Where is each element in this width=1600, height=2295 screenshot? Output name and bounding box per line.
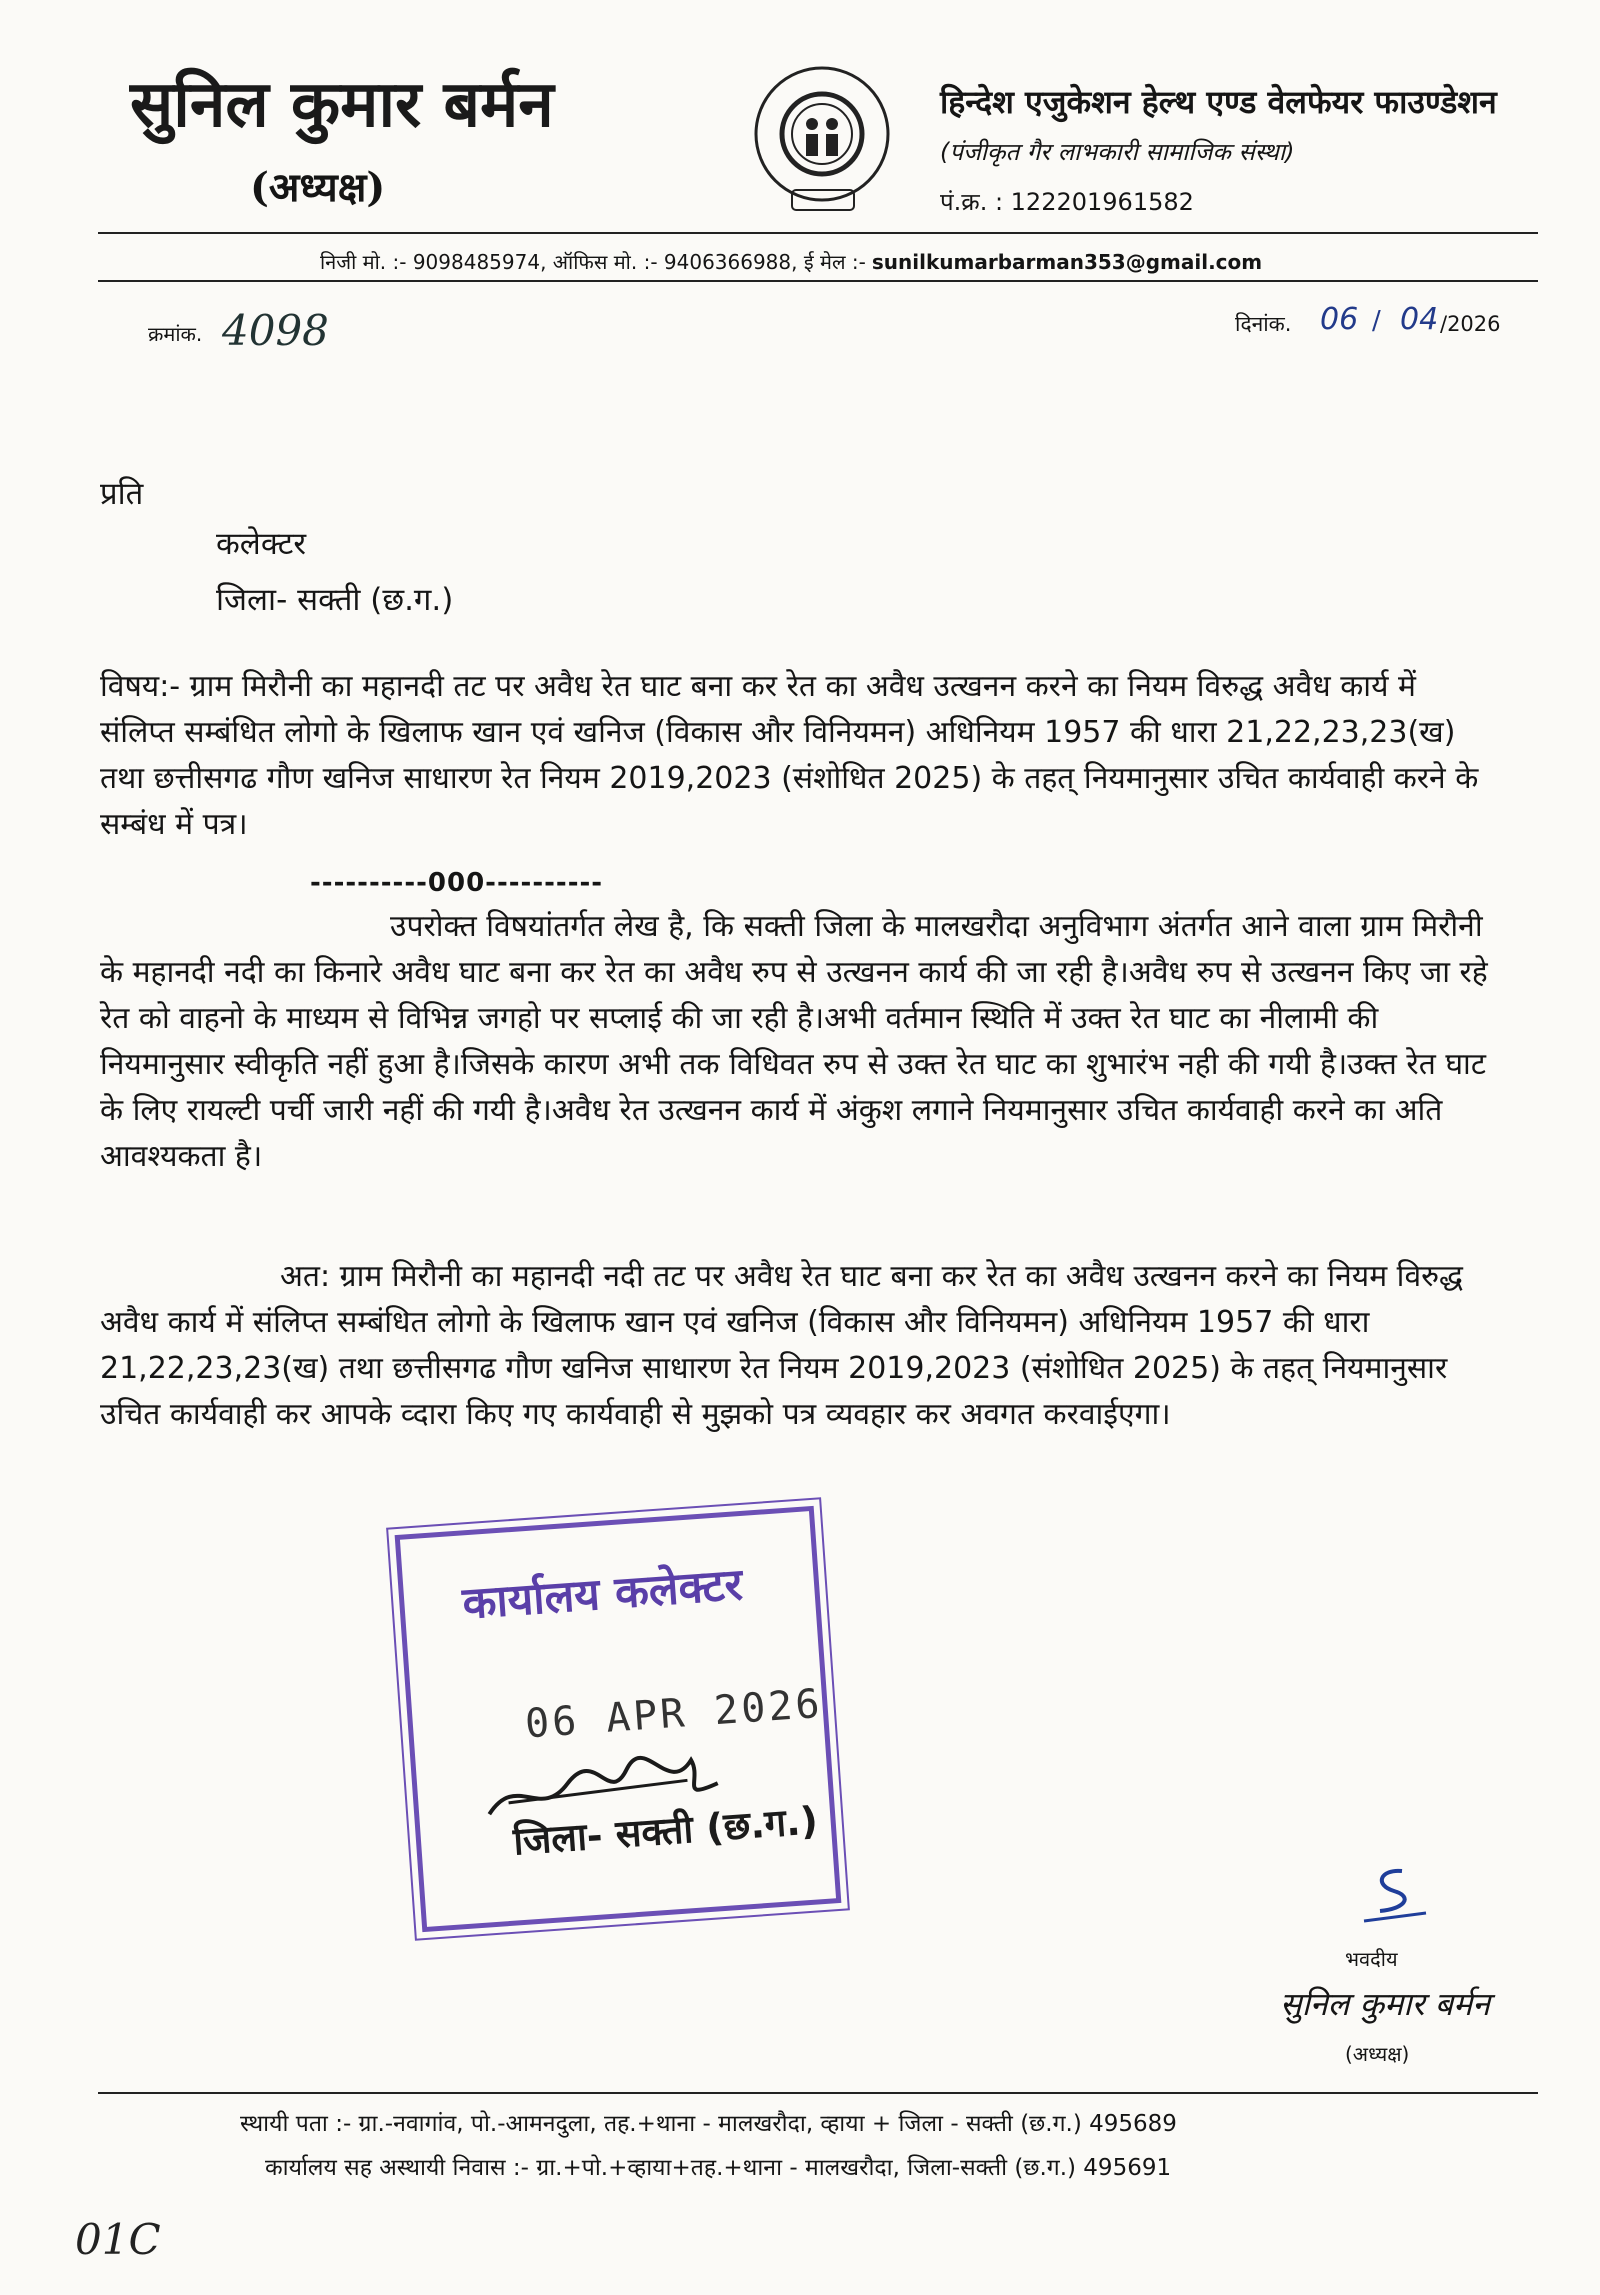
contact-line [320,248,1262,275]
signer-name: सुनिल कुमार बर्मन [1280,1985,1490,2023]
org-registration: पं.क्र. : 122201961582 [940,188,1194,216]
org-subtitle: (पंजीकृत गैर लाभकारी सामाजिक संस्था) [940,138,1295,166]
stamp-district: जिला- सक्ती (छ.ग.) [511,1798,820,1864]
stamp-title: कार्यालय कलेक्टर [460,1559,745,1630]
date-separator: / [1372,306,1381,336]
signer-role: (अध्यक्ष) [1345,2042,1410,2066]
org-logo [750,62,895,222]
ref-number: 4098 [222,306,329,355]
closing: भवदीय [1345,1947,1398,1971]
page-mark: 01C [75,2215,161,2264]
office-address: कार्यालय सह अस्थायी निवास :- ग्रा.+पो.+व्हाया+तह.+थाना - मालखरौदा, जिला-सक्ती (छ.ग.) 495691 [265,2155,1172,2181]
date-label: दिनांक. [1235,312,1292,336]
body-paragraph-2: अत: ग्राम मिरौनी का महानदी नदी तट पर अवैध रेत घाट बना कर रेत का अवैध उत्खनन करने का नियम विरुद्ध अवैध कार्य में संलिप्त सम्बंधित लोगो के खिलाफ खान एवं खनिज (विकास और विनियमन) अधिनियम 1957 की धारा 21,22,23,23(ख) तथा छत्तीसगढ गौण खनिज साधारण रेत नियम 2019,2023 (संशोधित 2025) के तहत् नियमानुसार उचित कार्यवाही कर आपके व्दारा किए गए कार्यवाही से मुझको पत्र व्यवहार कर अवगत करवाईएगा। [100,1259,1464,1432]
header-rule-top [98,232,1538,234]
signature-mark-icon [1360,1865,1430,1925]
header-rule-bottom [98,280,1538,282]
contact-phones: निजी मो. :- 9098485974, ऑफिस मो. :- 9406366988, ई मेल :- [320,250,866,274]
recipient-line-1: कलेक्टर [216,526,307,562]
ref-label: क्रमांक. [148,322,203,346]
org-logo-icon [750,62,895,222]
body-paragraph-1: उपरोक्त विषयांतर्गत लेख है, कि सक्ती जिला के मालखरौदा अनुविभाग अंतर्गत आने वाला ग्राम मिरौनी के महानदी नदी का किनारे अवैध घाट बना कर रेत का अवैध रुप से उत्खनन कार्य की जा रही है।अवैध रुप से उत्खनन किए जा रहे रेत को वाहनो के माध्यम से विभिन्न जगहो पर सप्लाई की जा रही है।अभी वर्तमान स्थिति में उक्त रेत घाट का नीलामी की नियमानुसार स्वीकृति नहीं हुआ है।जिसके कारण अभी तक विधिवत रुप से उक्त रेत घाट का शुभारंभ नही की गयी है।उक्त रेत घाट के लिए रायल्टी पर्ची जारी नहीं की गयी है।अवैध रेत उत्खनन कार्य में अंकुश लगाने नियमानुसार उचित कार्यवाही करने का अति आवश्यकता है। [100,909,1488,1174]
footer-rule [98,2092,1538,2094]
recipient-prefix: प्रति [100,476,144,512]
letterhead-role: (अध्यक्ष) [250,164,386,211]
stamp-date: 06 APR 2026 [523,1680,824,1748]
contact-email: sunilkumarbarman353@gmail.com [871,250,1263,274]
subject: विषय:- ग्राम मिरौनी का महानदी तट पर अवैध रेत घाट बना कर रेत का अवैध उत्खनन करने का नियम विरुद्ध अवैध कार्य में संलिप्त सम्बंधित लोगो के खिलाफ खान एवं खनिज (विकास और विनियमन) अधिनियम 1957 की धारा 21,22,23,23(ख) तथा छत्तीसगढ गौण खनिज साधारण रेत नियम 2019,2023 (संशोधित 2025) के तहत् नियमानुसार उचित कार्यवाही करने के सम्बंध में पत्र। [100,669,1479,842]
receipt-stamp [395,1506,842,1932]
section-divider: ----------000---------- [310,868,604,898]
org-name: हिन्देश एजुकेशन हेल्थ एण्ड वेलफेयर फाउण्डेशन [940,83,1497,121]
date-year: /2026 [1440,312,1501,336]
date-day: 06 [1320,302,1359,337]
recipient-line-2: जिला- सक्ती (छ.ग.) [216,582,454,618]
date-month: 04 [1400,302,1439,337]
letterhead-name: सुनिल कुमार बर्मन [130,67,554,142]
permanent-address: स्थायी पता :- ग्रा.-नवागांव, पो.-आमनदुला, तह.+थाना - मालखरौदा, व्हाया + जिला - सक्ती (छ.ग.) 495689 [240,2111,1177,2137]
